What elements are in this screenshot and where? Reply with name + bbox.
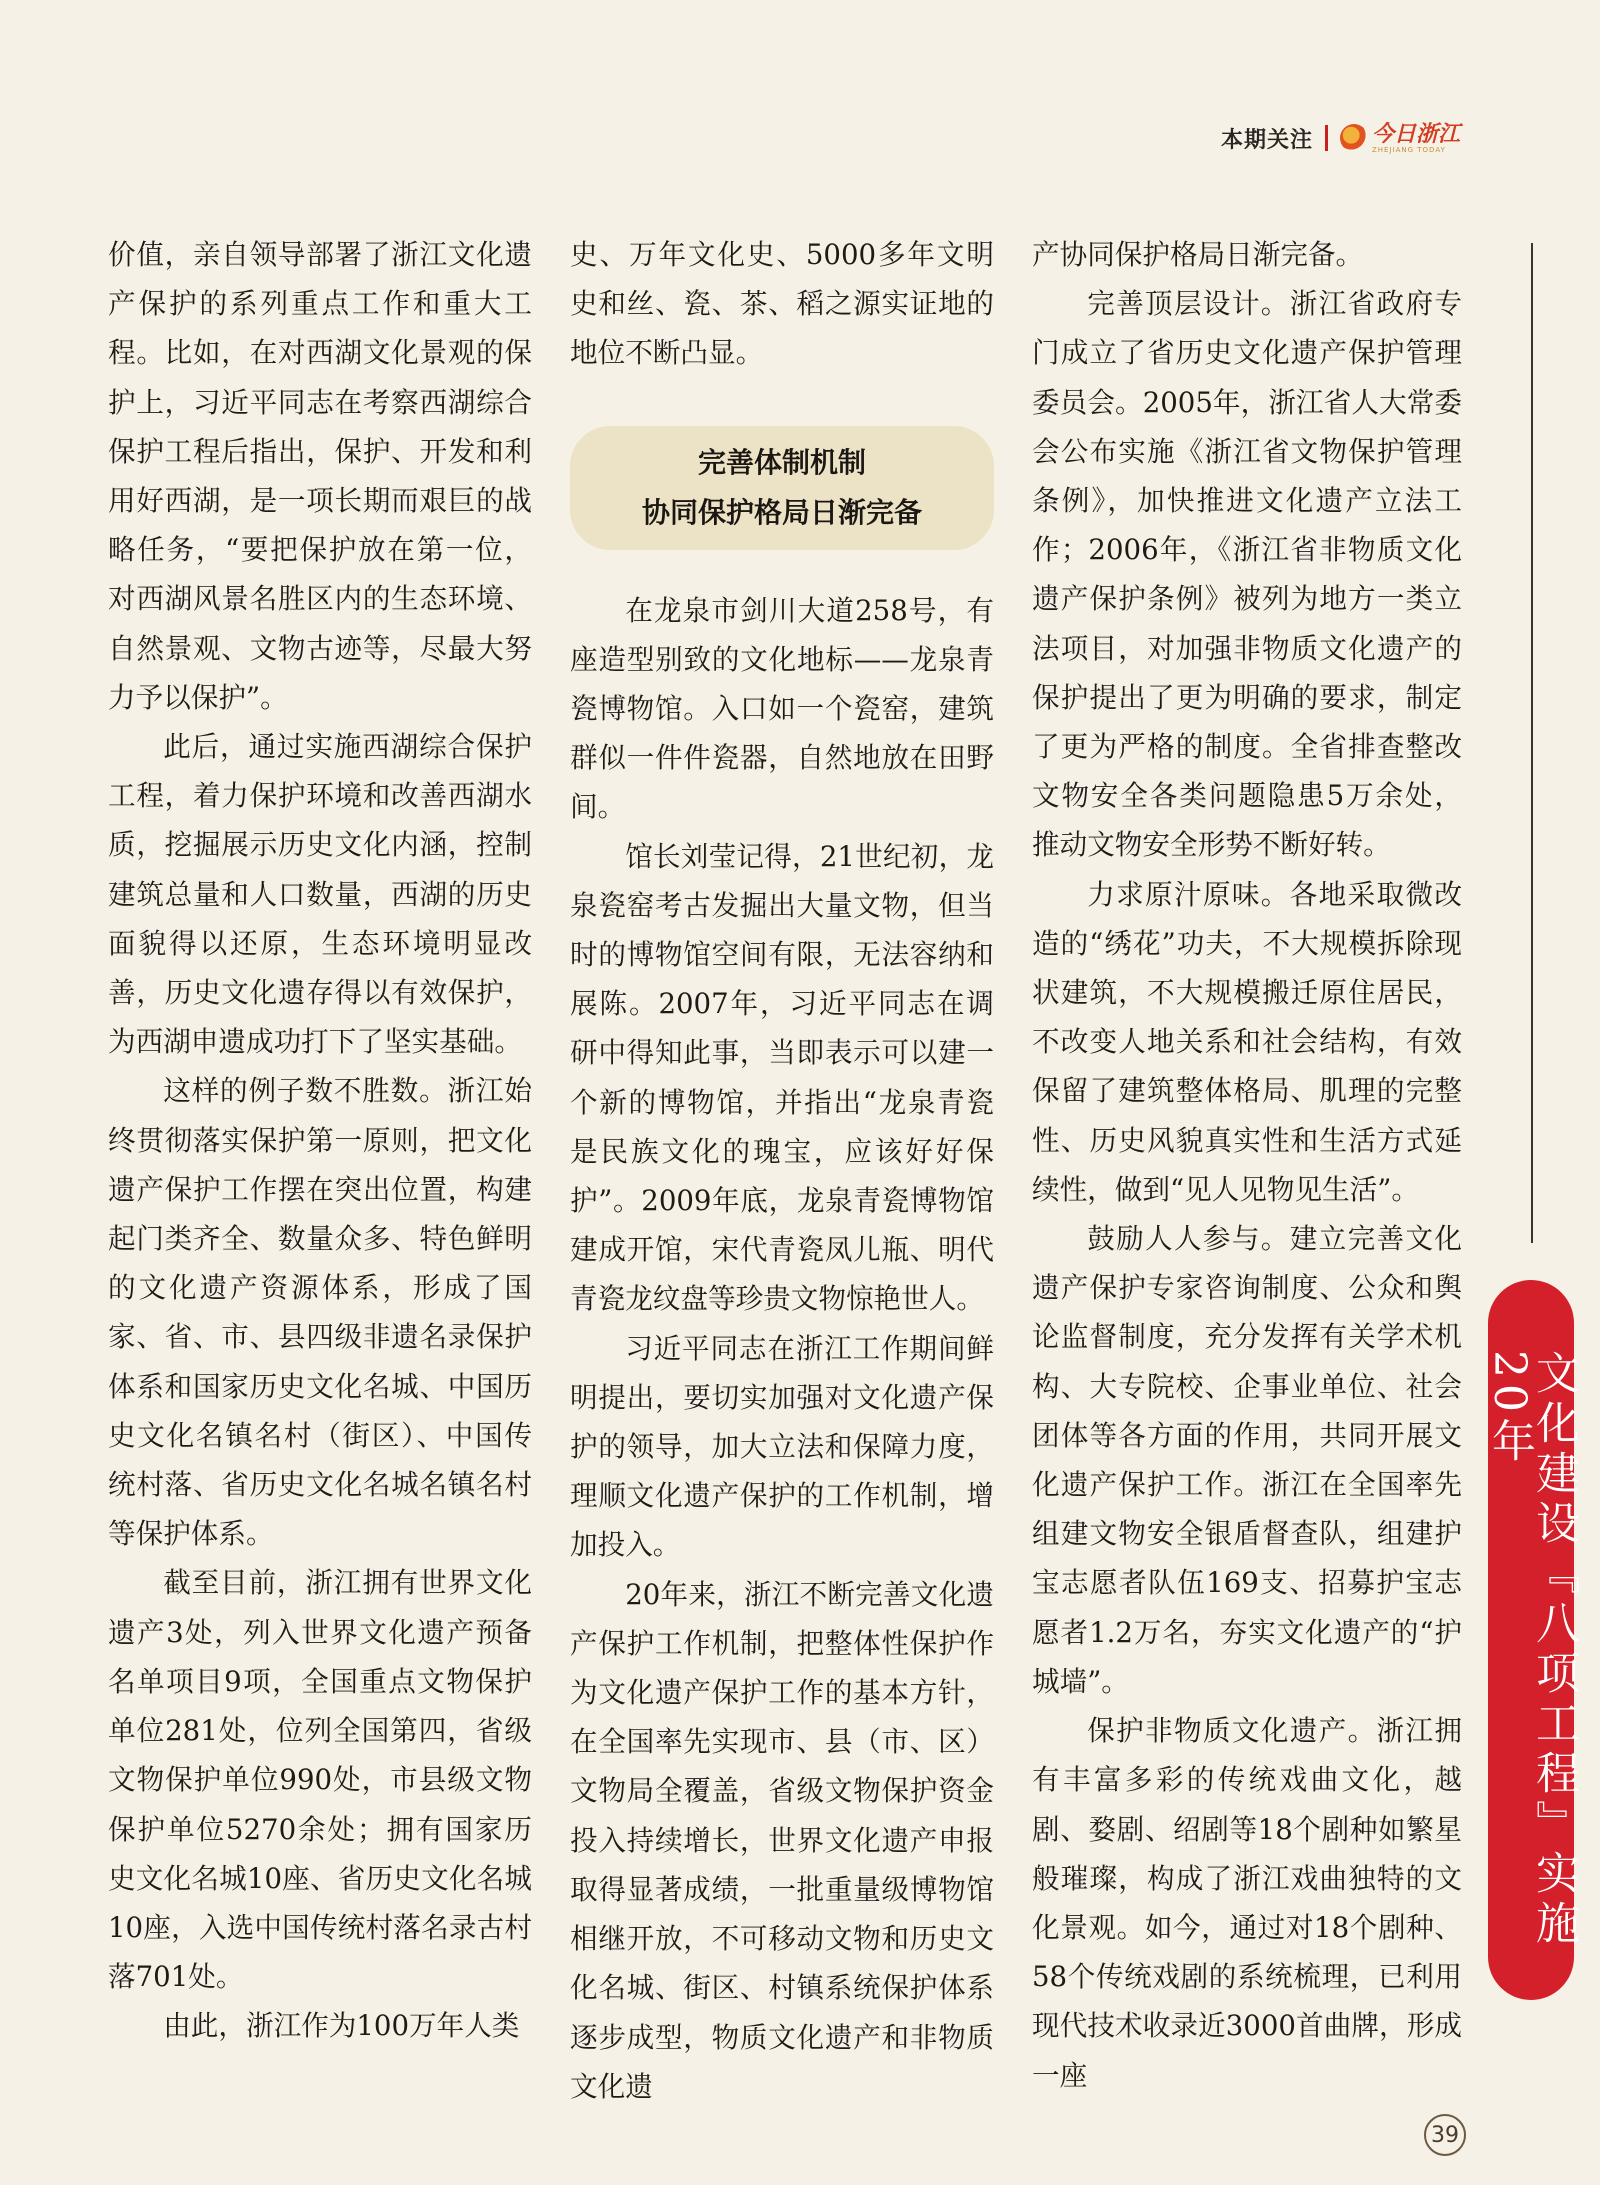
subheading-line-1: 完善体制机制 (697, 445, 866, 479)
brand-text (1371, 120, 1460, 154)
header-divider (1325, 125, 1328, 151)
margin-rule (1531, 243, 1533, 1243)
brand-logo (1340, 120, 1460, 154)
paragraph: 在龙泉市剑川大道258号，有座造型别致的文化地标——龙泉青瓷博物馆。入口如一个瓷窑，建筑群似一件件瓷器，自然地放在田野间。 (570, 593, 994, 824)
paragraph: 鼓励人人参与。建立完善文化遗产保护专家咨询制度、公众和舆论监督制度，充分发挥有关学术机构、大专院校、企事业单位、社会团体等各方面的作用，共同开展文化遗产保护工作。浙江在全国率先组建文物安全银盾督查队，组建护宝志愿者队伍169支、招募护宝志愿者1.2万名，夯实文化遗产的“护城墙”。 (1032, 1222, 1462, 1698)
article-column-2 (570, 230, 994, 2111)
page-number: 39 (1424, 2114, 1466, 2156)
series-banner-text: 文化建设『八项工程』实施20年 (1484, 1350, 1579, 1950)
paragraph: 完善顶层设计。浙江省政府专门成立了省历史文化遗产保护管理委员会。2005年，浙江省人大常委会公布实施《浙江省文物保护管理条例》，加快推进文化遗产立法工作；2006年，《浙江省非物质文化遗产保护条例》被列为地方一类立法项目，对加强非物质文化遗产的保护提出了更为明确的要求，制定了更为严格的制度。全省排查整改文物安全各类问题隐患5万余处，推动文物安全形势不断好转。 (1032, 287, 1462, 862)
paragraph: 截至目前，浙江拥有世界文化遗产3处，列入世界文化遗产预备名单项目9项，全国重点文物保护单位281处，位列全国第四，省级文物保护单位990处，市县级文物保护单位5270余处；拥有国家历史文化名城10座、省历史文化名城10座，入选中国传统村落名录古村落701处。 (108, 1566, 532, 1994)
brand-name: 今日浙江 (1371, 120, 1460, 147)
paragraph: 这样的例子数不胜数。浙江始终贯彻落实保护第一原则，把文化遗产保护工作摆在突出位置，构建起门类齐全、数量众多、特色鲜明的文化遗产资源体系，形成了国家、省、市、县四级非遗名录保护体系和国家历史文化名城、中国历史文化名镇名村（街区）、中国传统村落、省历史文化名城名镇名村等保护体系。 (108, 1074, 532, 1551)
article-column-3 (1032, 230, 1462, 2100)
paragraph: 由此，浙江作为100万年人类 (163, 2009, 520, 2043)
series-banner (1484, 1280, 1579, 2000)
paragraph: 习近平同志在浙江工作期间鲜明提出，要切实加强对文化遗产保护的领导，加大立法和保障力度，理顺文化遗产保护的工作机制，增加投入。 (570, 1331, 994, 1562)
paragraph: 此后，通过实施西湖综合保护工程，着力保护环境和改善西湖水质，挖掘展示历史文化内涵，控制建筑总量和人口数量，西湖的历史面貌得以还原，生态环境明显改善，历史文化遗存得以有效保护，为西湖申遗成功打下了坚实基础。 (108, 730, 532, 1059)
sun-icon (1340, 124, 1368, 152)
paragraph: 力求原汁原味。各地采取微改造的“绣花”功夫，不大规模拆除现状建筑，不大规模搬迁原住居民，不改变人地关系和社会结构，有效保留了建筑整体格局、肌理的完整性、历史风貌真实性和生活方式延续性，做到“见人见物见生活”。 (1032, 877, 1462, 1206)
page-header (1221, 118, 1460, 158)
section-name: 本期关注 (1220, 127, 1313, 153)
article-column-1 (108, 230, 532, 2051)
brand-name-en: ZHEJIANG TODAY (1371, 145, 1446, 154)
paragraph: 价值，亲自领导部署了浙江文化遗产保护的系列重点工作和重大工程。比如，在对西湖文化景观的保护上，习近平同志在考察西湖综合保护工程后指出，保护、开发和利用好西湖，是一项长期而艰巨的战略任务，“要把保护放在第一位，对西湖风景名胜区内的生态环境、自然景观、文物古迹等，尽最大努力予以保护”。 (108, 238, 532, 714)
subheading-line-2: 协同保护格局日渐完备 (641, 495, 922, 529)
paragraph: 20年来，浙江不断完善文化遗产保护工作机制，把整体性保护作为文化遗产保护工作的基本方针，在全国率先实现市、县（市、区）文物局全覆盖，省级文物保护资金投入持续增长，世界文化遗产申报取得显著成绩，一批重量级博物馆相继开放，不可移动文物和历史文化名城、街区、村镇系统保护体系逐步成型，物质文化遗产和非物质文化遗 (570, 1577, 994, 2103)
section-subheading (570, 426, 994, 550)
paragraph: 保护非物质文化遗产。浙江拥有丰富多彩的传统戏曲文化，越剧、婺剧、绍剧等18个剧种如繁星般璀璨，构成了浙江戏曲独特的文化景观。如今，通过对18个剧种、58个传统戏剧的系统梳理，已利用现代技术收录近3000首曲牌，形成一座 (1032, 1714, 1462, 2092)
paragraph: 史、万年文化史、5000多年文明史和丝、瓷、茶、稻之源实证地的地位不断凸显。 (570, 238, 994, 370)
paragraph: 馆长刘莹记得，21世纪初，龙泉瓷窑考古发掘出大量文物，但当时的博物馆空间有限，无法容纳和展陈。2007年，习近平同志在调研中得知此事，当即表示可以建一个新的博物馆，并指出“龙泉青瓷是民族文化的瑰宝，应该好好保护”。2009年底，龙泉青瓷博物馆建成开馆，宋代青瓷凤儿瓶、明代青瓷龙纹盘等珍贵文物惊艳世人。 (570, 839, 994, 1316)
paragraph: 产协同保护格局日渐完备。 (1032, 238, 1364, 271)
